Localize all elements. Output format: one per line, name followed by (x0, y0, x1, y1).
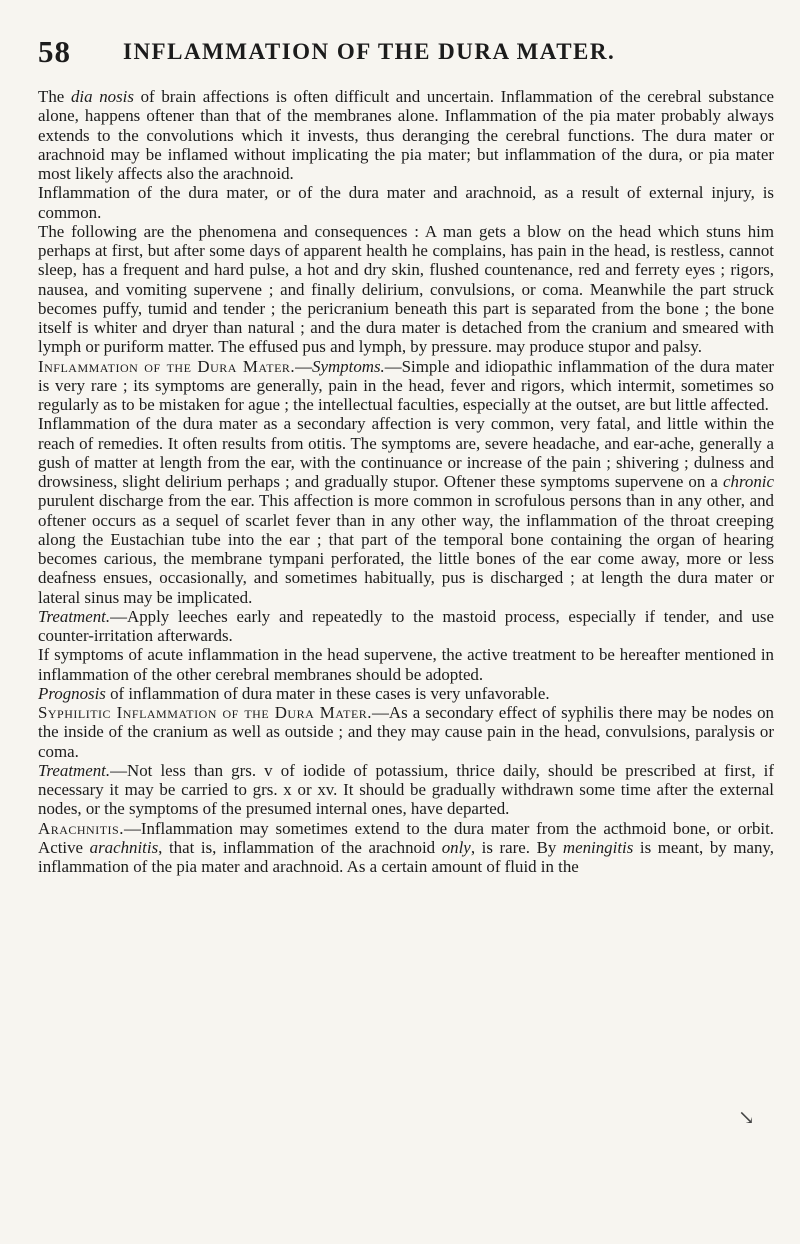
italic-text: chronic (723, 472, 774, 491)
paragraph (38, 761, 774, 819)
running-title: INFLAMMATION OF THE DURA MATER. (123, 39, 616, 64)
section-heading: Arachnitis. (38, 818, 124, 838)
paragraph (38, 87, 774, 183)
text-run: —Inflammation may sometimes extend to the dura mater from the acthmoid bone, or orbit. Active (38, 818, 774, 857)
text-run: —Apply leeches early and repeatedly to the mastoid process, especially if tender, and use counter-irritation afterwards. (38, 606, 774, 645)
text-run: purulent discharge from the ear. This affection is more common in scrofulous persons than in any other, and oftener occurs as a sequel of scarlet fever than in any other way, the inflammation of the throat creeping along the Eustachian tube into the ear ; that part of the temporal bone containing the organ of hearing becomes carious, the membrane tympani perforated, the little bones of the ear come away, more or less deafness ensues, occasionally, and sometimes habitually, pus is discharged ; at length the dura mater or lateral sinus may be implicated. (38, 491, 774, 607)
section-heading: Inflammation of the Dura Mater. (38, 356, 296, 376)
italic-text: Symptoms. (312, 356, 385, 376)
text-run: The (38, 87, 71, 106)
text-run: Inflammation of the dura mater as a secondary affection is very common, very fatal, and little within the reach of remedies. It often results from otitis. The symptoms are, severe headache, and ear-ache, generally a gush of matter at length from the ear, with the continuance or increase of the pain ; shivering ; dulness and drowsiness, slight delirium perhaps ; and gradually stupor. Oftener these symptoms supervene on a (38, 414, 774, 491)
italic-text: dia nosis (70, 87, 134, 106)
paragraph (38, 357, 774, 415)
paragraph (38, 645, 774, 684)
margin-arrow-mark: ↘ (738, 1107, 755, 1129)
text-run: —Not less than grs. v of iodide of potassium, thrice daily, should be prescribed at first, if necessary it may be carried to grs. x or xv. It should be gradually withdrawn some time after the external nodes, or the symptoms of the presumed internal ones, have departed. (38, 760, 774, 819)
text-run: —Simple and idiopathic inflammation of the dura mater is very rare ; its symptoms are generally, pain in the head, fever and rigors, which intermit, sometimes so regularly as to be mistaken for ague ; the intellectual faculties, especially at the outset, are but little affected. (38, 356, 774, 414)
italic-text: Prognosis (38, 683, 106, 703)
italic-text: Treatment. (38, 760, 111, 780)
text-run: — (295, 356, 313, 376)
paragraph (38, 819, 774, 877)
section-heading: Syphilitic Inflammation of the Dura Mater. (38, 703, 373, 722)
text-run: , is rare. By (470, 837, 563, 857)
text-run: of inflammation of dura mater in these cases is very unfavorable. (105, 683, 550, 703)
paragraph (38, 183, 774, 222)
paragraph (38, 703, 774, 761)
text-run: The following are the phenomena and consequences : A man gets a blow on the head which stuns him perhaps at first, but after some days of apparent health he complains, has pain in the head, is restless, cannot sleep, has a frequent and hard pulse, a hot and dry skin, flushed countenance, red and ferrety eyes ; rigors, nausea, and vomiting supervene ; and finally delirium, convulsions, or coma. Meanwhile the part struck becomes puffy, tumid and tender ; the pericranium beneath this part is separated from the bone ; the bone itself is whiter and dryer than natural ; and the dura mater is detached from the cranium and smeared with lymph or puriform matter. The effused pus and lymph, by pressure. may produce stupor and palsy. (38, 221, 774, 357)
paragraph (38, 607, 774, 646)
body-text (38, 87, 774, 876)
page-number: 58 (38, 34, 71, 69)
text-run: , that is, inflammation of the arachnoid (158, 837, 442, 857)
italic-text: Treatment. (38, 606, 111, 626)
italic-text: meningitis (562, 837, 634, 857)
text-run: is meant, by many, inflammation of the pia mater and arachnoid. As a certain amount of fluid in the (38, 837, 774, 876)
paragraph (38, 222, 774, 357)
page-header (28, 34, 772, 74)
italic-text: only (441, 837, 471, 857)
paragraph (38, 684, 774, 703)
paragraph (38, 414, 774, 607)
text-run: If symptoms of acute inflammation in the head supervene, the active treatment to be hereafter mentioned in inflammation of the other cerebral membranes should be adopted. (38, 645, 774, 684)
text-run: of brain affections is often difficult and uncertain. Inflammation of the cerebral substance alone, happens oftener than that of the membranes alone. Inflammation of the pia mater probably always extends to the convolutions which it invests, thus deranging the cerebral functions. The dura mater or arachnoid may be inflamed without implicating the pia mater; but inflammation of the dura, or pia mater most likely affects also the arachnoid. (38, 87, 774, 183)
text-run: —As a secondary effect of syphilis there may be nodes on the inside of the cranium as well as outside ; and they may cause pain in the head, convulsions, paralysis or coma. (38, 703, 774, 761)
text-run: Inflammation of the dura mater, or of the dura mater and arachnoid, as a result of external injury, is common. (38, 183, 774, 222)
italic-text: arachnitis (89, 837, 159, 857)
